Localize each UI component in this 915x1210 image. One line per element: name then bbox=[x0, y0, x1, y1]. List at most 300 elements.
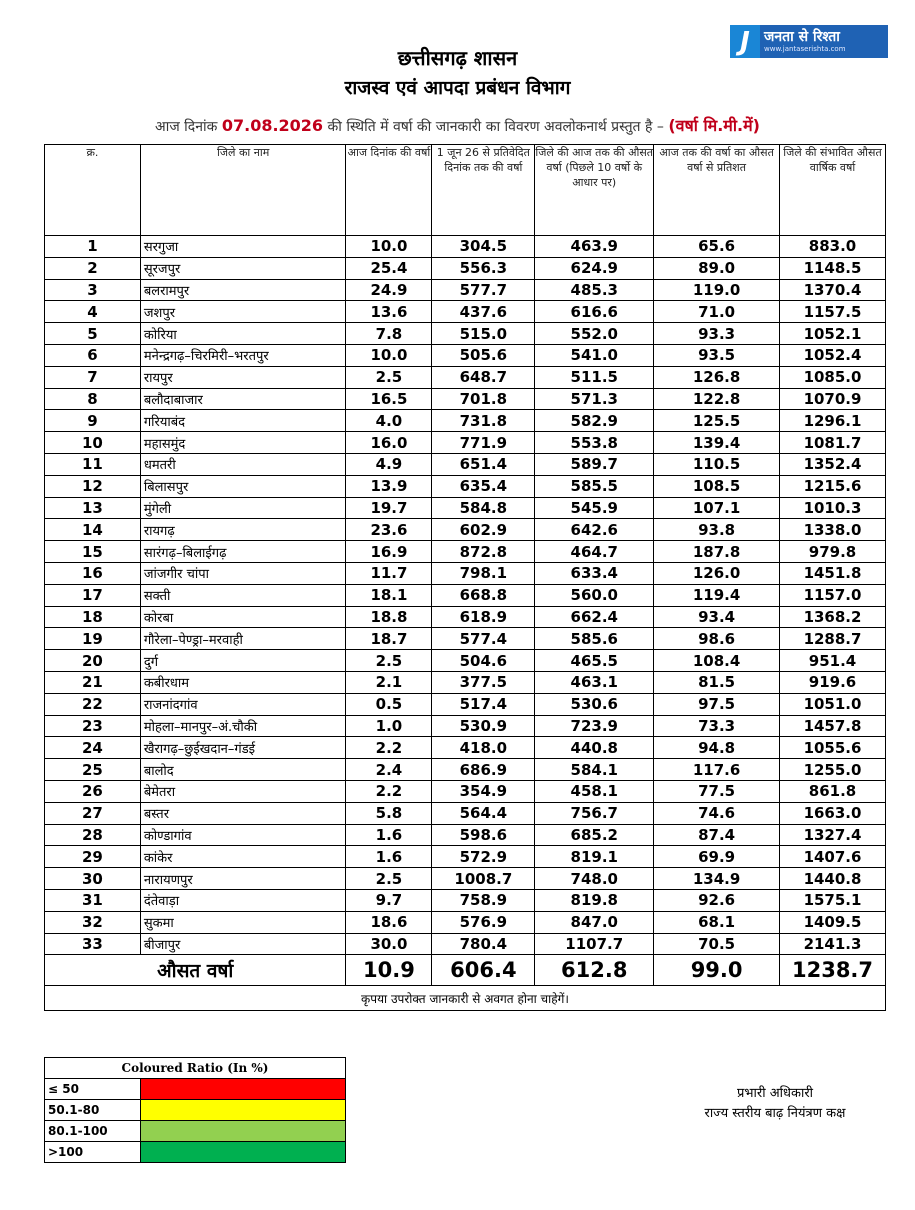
legend-item bbox=[45, 1100, 346, 1121]
annual-average-cell: 1368.2 bbox=[780, 606, 886, 628]
cumulative-rain-cell: 1008.7 bbox=[432, 868, 535, 890]
percent-cell: 87.4 bbox=[654, 824, 780, 846]
average-rain-cell: 748.0 bbox=[535, 868, 654, 890]
percent-cell: 126.8 bbox=[654, 366, 780, 388]
header-district: जिले का नाम bbox=[140, 145, 346, 236]
table-row bbox=[45, 628, 886, 650]
district-name: गौरेला–पेण्ड्रा–मरवाही bbox=[140, 628, 346, 650]
serial-cell: 12 bbox=[45, 475, 141, 497]
today-rain-cell: 1.0 bbox=[346, 715, 432, 737]
table-row bbox=[45, 519, 886, 541]
average-rain-cell: 756.7 bbox=[535, 802, 654, 824]
percent-cell: 77.5 bbox=[654, 780, 780, 802]
district-name: महासमुंद bbox=[140, 432, 346, 454]
table-row bbox=[45, 279, 886, 301]
today-rain-cell: 5.8 bbox=[346, 802, 432, 824]
average-rain-cell: 530.6 bbox=[535, 693, 654, 715]
today-rain-cell: 9.7 bbox=[346, 889, 432, 911]
annual-average-cell: 1070.9 bbox=[780, 388, 886, 410]
annual-average-cell: 1407.6 bbox=[780, 846, 886, 868]
serial-cell: 25 bbox=[45, 759, 141, 781]
today-rain-cell: 2.4 bbox=[346, 759, 432, 781]
annual-average-cell: 951.4 bbox=[780, 650, 886, 672]
average-rain-cell: 723.9 bbox=[535, 715, 654, 737]
serial-cell: 26 bbox=[45, 780, 141, 802]
percent-cell: 125.5 bbox=[654, 410, 780, 432]
today-rain-cell: 18.6 bbox=[346, 911, 432, 933]
cumulative-rain-cell: 505.6 bbox=[432, 344, 535, 366]
average-rain-cell: 511.5 bbox=[535, 366, 654, 388]
header-serial: क्र. bbox=[45, 145, 141, 236]
average-rain-cell: 545.9 bbox=[535, 497, 654, 519]
cumulative-rain-cell: 576.9 bbox=[432, 911, 535, 933]
serial-cell: 21 bbox=[45, 671, 141, 693]
annual-average-cell: 1148.5 bbox=[780, 257, 886, 279]
percent-cell: 71.0 bbox=[654, 301, 780, 323]
average-rain-cell: 1107.7 bbox=[535, 933, 654, 955]
today-rain-cell: 10.0 bbox=[346, 344, 432, 366]
cumulative-rain-cell: 504.6 bbox=[432, 650, 535, 672]
table-row bbox=[45, 541, 886, 563]
legend-label: >100 bbox=[45, 1142, 141, 1163]
percent-cell: 89.0 bbox=[654, 257, 780, 279]
today-rain-cell: 24.9 bbox=[346, 279, 432, 301]
serial-cell: 11 bbox=[45, 453, 141, 475]
serial-cell: 9 bbox=[45, 410, 141, 432]
district-name: कोरिया bbox=[140, 323, 346, 345]
annual-average-cell: 1663.0 bbox=[780, 802, 886, 824]
cumulative-rain-cell: 530.9 bbox=[432, 715, 535, 737]
table-row bbox=[45, 759, 886, 781]
signature-title: प्रभारी अधिकारी bbox=[736, 1086, 814, 1101]
today-rain-cell: 1.6 bbox=[346, 846, 432, 868]
average-rain-cell: 582.9 bbox=[535, 410, 654, 432]
average-rain-cell: 485.3 bbox=[535, 279, 654, 301]
district-name: मोहला–मानपुर–अं.चौकी bbox=[140, 715, 346, 737]
table-row bbox=[45, 802, 886, 824]
percent-cell: 107.1 bbox=[654, 497, 780, 519]
annual-average-cell: 2141.3 bbox=[780, 933, 886, 955]
percent-cell: 126.0 bbox=[654, 562, 780, 584]
cumulative-rain-cell: 304.5 bbox=[432, 236, 535, 258]
district-name: दंतेवाड़ा bbox=[140, 889, 346, 911]
cumulative-rain-cell: 418.0 bbox=[432, 737, 535, 759]
average-row bbox=[45, 955, 886, 986]
today-rain-cell: 18.8 bbox=[346, 606, 432, 628]
serial-cell: 24 bbox=[45, 737, 141, 759]
cumulative-rain-cell: 572.9 bbox=[432, 846, 535, 868]
district-name: नारायणपुर bbox=[140, 868, 346, 890]
legend-item bbox=[45, 1079, 346, 1100]
logo-text bbox=[760, 25, 888, 58]
today-rain-cell: 19.7 bbox=[346, 497, 432, 519]
table-row bbox=[45, 824, 886, 846]
average-rain-cell: 465.5 bbox=[535, 650, 654, 672]
average-rain-cell: 541.0 bbox=[535, 344, 654, 366]
table-row bbox=[45, 432, 886, 454]
percent-cell: 97.5 bbox=[654, 693, 780, 715]
table-row bbox=[45, 933, 886, 955]
header-average-rain: जिले की आज तक की औसत वर्षा (पिछले 10 वर्षो के आधार पर) bbox=[535, 145, 654, 236]
serial-cell: 3 bbox=[45, 279, 141, 301]
table-row bbox=[45, 650, 886, 672]
average-label: औसत वर्षा bbox=[45, 955, 346, 986]
district-name: बीजापुर bbox=[140, 933, 346, 955]
cumulative-rain-cell: 354.9 bbox=[432, 780, 535, 802]
legend-swatch bbox=[141, 1100, 346, 1121]
header-cumulative-rain: 1 जून 26 से प्रतिवेदित दिनांक तक की वर्षा bbox=[432, 145, 535, 236]
annual-average-cell: 1085.0 bbox=[780, 366, 886, 388]
legend-item bbox=[45, 1142, 346, 1163]
today-rain-cell: 2.5 bbox=[346, 868, 432, 890]
unit-label: (वर्षा मि.मी.में) bbox=[668, 116, 760, 135]
today-rain-cell: 4.0 bbox=[346, 410, 432, 432]
serial-cell: 13 bbox=[45, 497, 141, 519]
annual-average-cell: 1010.3 bbox=[780, 497, 886, 519]
legend-item bbox=[45, 1121, 346, 1142]
annual-average-cell: 1451.8 bbox=[780, 562, 886, 584]
percent-cell: 69.9 bbox=[654, 846, 780, 868]
sub-prefix: आज दिनांक bbox=[155, 119, 218, 135]
annual-average-cell: 1575.1 bbox=[780, 889, 886, 911]
cumulative-rain-cell: 651.4 bbox=[432, 453, 535, 475]
header-percent: आज तक की वर्षा का औसत वर्षा से प्रतिशत bbox=[654, 145, 780, 236]
colour-ratio-legend bbox=[44, 1057, 346, 1163]
table-row bbox=[45, 780, 886, 802]
logo-letter: J bbox=[730, 25, 760, 58]
cumulative-rain-cell: 377.5 bbox=[432, 671, 535, 693]
district-name: कोरबा bbox=[140, 606, 346, 628]
district-name: बलौदाबाजार bbox=[140, 388, 346, 410]
today-rain-cell: 2.5 bbox=[346, 366, 432, 388]
report-description bbox=[0, 114, 915, 136]
district-name: राजनांदगांव bbox=[140, 693, 346, 715]
percent-cell: 92.6 bbox=[654, 889, 780, 911]
annual-average-cell: 1055.6 bbox=[780, 737, 886, 759]
table-row bbox=[45, 562, 886, 584]
district-name: जशपुर bbox=[140, 301, 346, 323]
table-header-row bbox=[45, 145, 886, 236]
annual-average-cell: 1327.4 bbox=[780, 824, 886, 846]
header-annual-average: जिले की संभावित औसत वार्षिक वर्षा bbox=[780, 145, 886, 236]
percent-cell: 93.5 bbox=[654, 344, 780, 366]
table-row bbox=[45, 846, 886, 868]
percent-cell: 139.4 bbox=[654, 432, 780, 454]
average-rain-cell: 440.8 bbox=[535, 737, 654, 759]
district-name: बस्तर bbox=[140, 802, 346, 824]
annual-average-cell: 1409.5 bbox=[780, 911, 886, 933]
average-rain-cell: 463.9 bbox=[535, 236, 654, 258]
serial-cell: 23 bbox=[45, 715, 141, 737]
serial-cell: 18 bbox=[45, 606, 141, 628]
annual-average-cell: 979.8 bbox=[780, 541, 886, 563]
average-percent: 99.0 bbox=[654, 955, 780, 986]
average-rain-cell: 585.5 bbox=[535, 475, 654, 497]
district-name: दुर्ग bbox=[140, 650, 346, 672]
serial-cell: 28 bbox=[45, 824, 141, 846]
annual-average-cell: 1052.1 bbox=[780, 323, 886, 345]
today-rain-cell: 2.2 bbox=[346, 780, 432, 802]
today-rain-cell: 16.5 bbox=[346, 388, 432, 410]
annual-average-cell: 1457.8 bbox=[780, 715, 886, 737]
average-rain-cell: 463.1 bbox=[535, 671, 654, 693]
table-row bbox=[45, 344, 886, 366]
district-name: कबीरधाम bbox=[140, 671, 346, 693]
table-row bbox=[45, 606, 886, 628]
average-rain-cell: 642.6 bbox=[535, 519, 654, 541]
district-name: बालोद bbox=[140, 759, 346, 781]
percent-cell: 65.6 bbox=[654, 236, 780, 258]
cumulative-rain-cell: 780.4 bbox=[432, 933, 535, 955]
district-name: खैरागढ़–छुईखदान–गंडई bbox=[140, 737, 346, 759]
annual-average-cell: 1255.0 bbox=[780, 759, 886, 781]
district-name: सक्ती bbox=[140, 584, 346, 606]
today-rain-cell: 1.6 bbox=[346, 824, 432, 846]
cumulative-rain-cell: 515.0 bbox=[432, 323, 535, 345]
average-rain-cell: 571.3 bbox=[535, 388, 654, 410]
legend-swatch bbox=[141, 1142, 346, 1163]
serial-cell: 29 bbox=[45, 846, 141, 868]
district-name: सूरजपुर bbox=[140, 257, 346, 279]
annual-average-cell: 1215.6 bbox=[780, 475, 886, 497]
average-annual: 1238.7 bbox=[780, 955, 886, 986]
percent-cell: 108.5 bbox=[654, 475, 780, 497]
today-rain-cell: 30.0 bbox=[346, 933, 432, 955]
table-row bbox=[45, 366, 886, 388]
today-rain-cell: 2.2 bbox=[346, 737, 432, 759]
legend-swatch bbox=[141, 1121, 346, 1142]
cumulative-rain-cell: 648.7 bbox=[432, 366, 535, 388]
percent-cell: 117.6 bbox=[654, 759, 780, 781]
table-row bbox=[45, 236, 886, 258]
district-name: धमतरी bbox=[140, 453, 346, 475]
rainfall-table bbox=[44, 144, 886, 1011]
average-rain-cell: 633.4 bbox=[535, 562, 654, 584]
average-rain-cell: 464.7 bbox=[535, 541, 654, 563]
average-rain-cell: 662.4 bbox=[535, 606, 654, 628]
cumulative-rain-cell: 517.4 bbox=[432, 693, 535, 715]
average-rain-cell: 589.7 bbox=[535, 453, 654, 475]
cumulative-rain-cell: 556.3 bbox=[432, 257, 535, 279]
cumulative-rain-cell: 758.9 bbox=[432, 889, 535, 911]
annual-average-cell: 1288.7 bbox=[780, 628, 886, 650]
average-rain-cell: 584.1 bbox=[535, 759, 654, 781]
serial-cell: 15 bbox=[45, 541, 141, 563]
serial-cell: 17 bbox=[45, 584, 141, 606]
percent-cell: 119.4 bbox=[654, 584, 780, 606]
legend-label: 80.1-100 bbox=[45, 1121, 141, 1142]
table-row bbox=[45, 453, 886, 475]
annual-average-cell: 1338.0 bbox=[780, 519, 886, 541]
annual-average-cell: 1051.0 bbox=[780, 693, 886, 715]
average-rain-cell: 819.1 bbox=[535, 846, 654, 868]
district-name: कांकेर bbox=[140, 846, 346, 868]
district-name: कोण्डागांव bbox=[140, 824, 346, 846]
today-rain-cell: 25.4 bbox=[346, 257, 432, 279]
district-name: सुकमा bbox=[140, 911, 346, 933]
annual-average-cell: 883.0 bbox=[780, 236, 886, 258]
table-row bbox=[45, 257, 886, 279]
serial-cell: 19 bbox=[45, 628, 141, 650]
table-row bbox=[45, 323, 886, 345]
percent-cell: 108.4 bbox=[654, 650, 780, 672]
signature-office: राज्य स्तरीय बाढ़ नियंत्रण कक्ष bbox=[704, 1106, 846, 1121]
table-row bbox=[45, 715, 886, 737]
report-date: 07.08.2026 bbox=[221, 116, 324, 135]
annual-average-cell: 1370.4 bbox=[780, 279, 886, 301]
table-row bbox=[45, 497, 886, 519]
cumulative-rain-cell: 602.9 bbox=[432, 519, 535, 541]
district-name: सरगुजा bbox=[140, 236, 346, 258]
table-row bbox=[45, 911, 886, 933]
legend-swatch bbox=[141, 1079, 346, 1100]
percent-cell: 94.8 bbox=[654, 737, 780, 759]
legend-label: 50.1-80 bbox=[45, 1100, 141, 1121]
page-title: छत्तीसगढ़ शासन bbox=[397, 46, 518, 70]
percent-cell: 98.6 bbox=[654, 628, 780, 650]
percent-cell: 74.6 bbox=[654, 802, 780, 824]
table-row bbox=[45, 889, 886, 911]
legend-title: Coloured Ratio (In %) bbox=[45, 1058, 346, 1079]
district-name: रायपुर bbox=[140, 366, 346, 388]
cumulative-rain-cell: 668.8 bbox=[432, 584, 535, 606]
jantaserishta-logo bbox=[730, 25, 888, 58]
today-rain-cell: 4.9 bbox=[346, 453, 432, 475]
serial-cell: 16 bbox=[45, 562, 141, 584]
percent-cell: 122.8 bbox=[654, 388, 780, 410]
serial-cell: 8 bbox=[45, 388, 141, 410]
annual-average-cell: 1081.7 bbox=[780, 432, 886, 454]
cumulative-rain-cell: 618.9 bbox=[432, 606, 535, 628]
annual-average-cell: 1440.8 bbox=[780, 868, 886, 890]
cumulative-rain-cell: 798.1 bbox=[432, 562, 535, 584]
annual-average-cell: 1157.0 bbox=[780, 584, 886, 606]
cumulative-rain-cell: 437.6 bbox=[432, 301, 535, 323]
average-rain-cell: 560.0 bbox=[535, 584, 654, 606]
serial-cell: 5 bbox=[45, 323, 141, 345]
percent-cell: 110.5 bbox=[654, 453, 780, 475]
serial-cell: 22 bbox=[45, 693, 141, 715]
serial-cell: 14 bbox=[45, 519, 141, 541]
district-name: बलरामपुर bbox=[140, 279, 346, 301]
percent-cell: 134.9 bbox=[654, 868, 780, 890]
serial-cell: 20 bbox=[45, 650, 141, 672]
percent-cell: 70.5 bbox=[654, 933, 780, 955]
today-rain-cell: 7.8 bbox=[346, 323, 432, 345]
today-rain-cell: 10.0 bbox=[346, 236, 432, 258]
district-name: बिलासपुर bbox=[140, 475, 346, 497]
percent-cell: 93.3 bbox=[654, 323, 780, 345]
today-rain-cell: 18.1 bbox=[346, 584, 432, 606]
table-row bbox=[45, 475, 886, 497]
today-rain-cell: 11.7 bbox=[346, 562, 432, 584]
percent-cell: 93.4 bbox=[654, 606, 780, 628]
table-row bbox=[45, 301, 886, 323]
annual-average-cell: 1296.1 bbox=[780, 410, 886, 432]
annual-average-cell: 1052.4 bbox=[780, 344, 886, 366]
cumulative-rain-cell: 872.8 bbox=[432, 541, 535, 563]
annual-average-cell: 1157.5 bbox=[780, 301, 886, 323]
today-rain-cell: 2.5 bbox=[346, 650, 432, 672]
logo-url: www.jantaserishta.com bbox=[764, 45, 846, 53]
today-rain-cell: 16.0 bbox=[346, 432, 432, 454]
serial-cell: 33 bbox=[45, 933, 141, 955]
average-rain-cell: 585.6 bbox=[535, 628, 654, 650]
serial-cell: 30 bbox=[45, 868, 141, 890]
annual-average-cell: 861.8 bbox=[780, 780, 886, 802]
average-rain-cell: 685.2 bbox=[535, 824, 654, 846]
average-rain-cell: 458.1 bbox=[535, 780, 654, 802]
cumulative-rain-cell: 731.8 bbox=[432, 410, 535, 432]
annual-average-cell: 919.6 bbox=[780, 671, 886, 693]
cumulative-rain-cell: 564.4 bbox=[432, 802, 535, 824]
header-today-rain: आज दिनांक की वर्षा bbox=[346, 145, 432, 236]
table-row bbox=[45, 584, 886, 606]
serial-cell: 2 bbox=[45, 257, 141, 279]
table-row bbox=[45, 693, 886, 715]
average-normal: 612.8 bbox=[535, 955, 654, 986]
percent-cell: 68.1 bbox=[654, 911, 780, 933]
sub-middle: की स्थिति में वर्षा की जानकारी का विवरण अवलोकनार्थ प्रस्तुत है – bbox=[327, 119, 664, 135]
average-rain-cell: 847.0 bbox=[535, 911, 654, 933]
percent-cell: 81.5 bbox=[654, 671, 780, 693]
cumulative-rain-cell: 701.8 bbox=[432, 388, 535, 410]
table-row bbox=[45, 671, 886, 693]
cumulative-rain-cell: 598.6 bbox=[432, 824, 535, 846]
average-rain-cell: 553.8 bbox=[535, 432, 654, 454]
percent-cell: 119.0 bbox=[654, 279, 780, 301]
note-row bbox=[45, 986, 886, 1011]
today-rain-cell: 2.1 bbox=[346, 671, 432, 693]
cumulative-rain-cell: 771.9 bbox=[432, 432, 535, 454]
average-today: 10.9 bbox=[346, 955, 432, 986]
table-row bbox=[45, 737, 886, 759]
serial-cell: 31 bbox=[45, 889, 141, 911]
district-name: बेमेतरा bbox=[140, 780, 346, 802]
district-name: सारंगढ़–बिलाईगढ़ bbox=[140, 541, 346, 563]
serial-cell: 4 bbox=[45, 301, 141, 323]
district-name: मुंगेली bbox=[140, 497, 346, 519]
cumulative-rain-cell: 584.8 bbox=[432, 497, 535, 519]
serial-cell: 27 bbox=[45, 802, 141, 824]
average-rain-cell: 616.6 bbox=[535, 301, 654, 323]
cumulative-rain-cell: 577.7 bbox=[432, 279, 535, 301]
today-rain-cell: 18.7 bbox=[346, 628, 432, 650]
serial-cell: 32 bbox=[45, 911, 141, 933]
today-rain-cell: 23.6 bbox=[346, 519, 432, 541]
logo-name: जनता से रिश्ता bbox=[764, 29, 840, 45]
serial-cell: 7 bbox=[45, 366, 141, 388]
table-row bbox=[45, 868, 886, 890]
average-cumulative: 606.4 bbox=[432, 955, 535, 986]
table-row bbox=[45, 410, 886, 432]
cumulative-rain-cell: 635.4 bbox=[432, 475, 535, 497]
average-rain-cell: 819.8 bbox=[535, 889, 654, 911]
district-name: रायगढ़ bbox=[140, 519, 346, 541]
average-rain-cell: 552.0 bbox=[535, 323, 654, 345]
department-title: राजस्व एवं आपदा प्रबंधन विभाग bbox=[344, 77, 571, 99]
serial-cell: 10 bbox=[45, 432, 141, 454]
percent-cell: 73.3 bbox=[654, 715, 780, 737]
serial-cell: 6 bbox=[45, 344, 141, 366]
today-rain-cell: 0.5 bbox=[346, 693, 432, 715]
table-row bbox=[45, 388, 886, 410]
district-name: मनेन्द्रगढ़–चिरमिरी–भरतपुर bbox=[140, 344, 346, 366]
percent-cell: 93.8 bbox=[654, 519, 780, 541]
cumulative-rain-cell: 577.4 bbox=[432, 628, 535, 650]
today-rain-cell: 13.6 bbox=[346, 301, 432, 323]
today-rain-cell: 16.9 bbox=[346, 541, 432, 563]
